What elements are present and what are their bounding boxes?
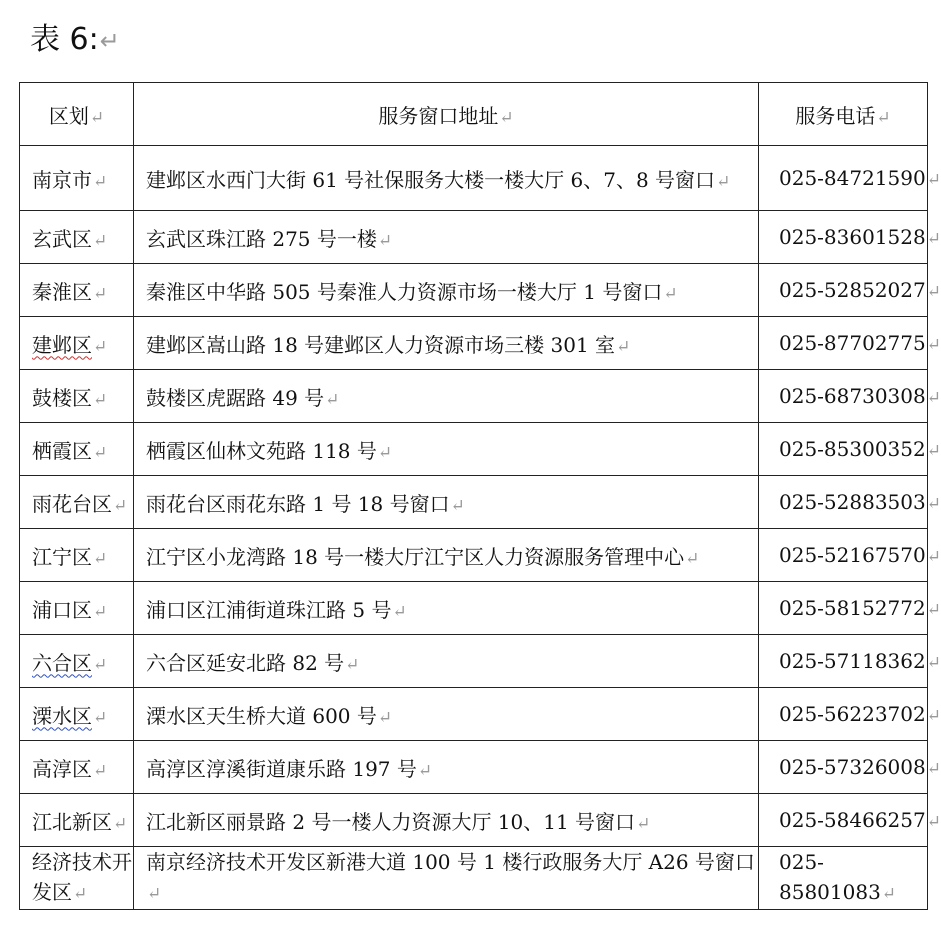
address-cell — [134, 146, 759, 211]
address-text: 建邺区水西门大街 61 号社保服务大楼一楼大厅 6、7、8 号窗口 — [146, 167, 716, 192]
district-text: 浦口区 — [32, 597, 92, 622]
address-text: 高淳区淳溪街道康乐路 197 号 — [146, 756, 417, 781]
district-cell — [20, 146, 134, 211]
phone-cell — [759, 146, 941, 211]
table-header-row — [20, 83, 928, 146]
address-text: 鼓楼区虎踞路 49 号 — [146, 385, 325, 410]
header-district: 区划↵ — [20, 83, 134, 146]
paragraph-mark-icon: ↵ — [926, 441, 941, 461]
phone-text: 025-52852027 — [779, 278, 926, 302]
paragraph-mark-icon: ↵ — [499, 107, 514, 128]
paragraph-mark-icon: ↵ — [89, 107, 105, 128]
paragraph-mark-icon: ↵ — [663, 283, 678, 304]
district-cell — [20, 211, 134, 264]
service-window-table — [19, 82, 941, 910]
address-text: 建邺区嵩山路 18 号建邺区人力资源市场三楼 301 室 — [146, 332, 616, 357]
paragraph-mark-icon: ↵ — [392, 601, 407, 622]
phone-cell — [759, 370, 941, 423]
address-cell — [134, 317, 759, 370]
paragraph-mark-icon: ↵ — [73, 884, 88, 904]
paragraph-mark-icon: ↵ — [926, 388, 941, 408]
district-cell — [20, 741, 134, 794]
paragraph-mark-icon: ↵ — [113, 813, 128, 834]
address-text: 玄武区珠江路 275 号一楼 — [146, 226, 377, 251]
address-text: 浦口区江浦街道珠江路 5 号 — [146, 597, 392, 622]
district-text: 江宁区 — [32, 544, 92, 569]
paragraph-mark-icon: ↵ — [926, 600, 941, 620]
district-cell — [20, 264, 134, 317]
address-cell — [134, 476, 759, 529]
address-cell — [134, 423, 759, 476]
district-text: 鼓楼区 — [32, 385, 92, 410]
address-text: 江宁区小龙湾路 18 号一楼大厅江宁区人力资源服务管理中心 — [146, 544, 685, 569]
district-cell — [20, 476, 134, 529]
table-row — [20, 211, 928, 264]
table-row — [20, 688, 928, 741]
paragraph-mark-icon: ↵ — [93, 760, 108, 781]
paragraph-mark-icon: ↵ — [716, 171, 731, 192]
table-row — [20, 317, 928, 370]
table-row — [20, 529, 928, 582]
table-row — [20, 370, 928, 423]
header-address: 服务窗口地址↵ — [134, 83, 759, 146]
address-text: 秦淮区中华路 505 号秦淮人力资源市场一楼大厅 1 号窗口 — [146, 279, 663, 304]
phone-text: 025-58466257 — [779, 808, 926, 832]
district-cell — [20, 582, 134, 635]
address-cell — [134, 741, 759, 794]
district-text: 溧水区 — [32, 703, 92, 728]
address-cell — [134, 370, 759, 423]
district-cell — [20, 794, 134, 847]
paragraph-mark-icon: ↵ — [345, 654, 360, 675]
phone-text: 025-52883503 — [779, 490, 926, 514]
paragraph-mark-icon: ↵ — [93, 442, 108, 463]
table-caption — [30, 18, 120, 63]
header-phone: 服务电话↵ — [759, 83, 928, 146]
paragraph-mark-icon: ↵ — [926, 547, 941, 567]
paragraph-mark-icon: ↵ — [926, 494, 941, 514]
paragraph-mark-icon: ↵ — [377, 230, 393, 251]
phone-text: 025-83601528 — [779, 225, 926, 249]
paragraph-mark-icon: ↵ — [325, 389, 340, 410]
paragraph-mark-icon: ↵ — [93, 601, 108, 622]
paragraph-mark-icon: ↵ — [93, 389, 108, 410]
phone-text: 025-56223702 — [779, 702, 926, 726]
paragraph-mark-icon: ↵ — [881, 884, 897, 904]
table-row — [20, 582, 928, 635]
paragraph-mark-icon: ↵ — [926, 229, 941, 249]
table-row — [20, 264, 928, 317]
address-cell — [134, 847, 759, 910]
phone-cell — [759, 264, 941, 317]
paragraph-mark-icon: ↵ — [99, 27, 120, 55]
phone-text: 025-57118362 — [779, 649, 926, 673]
paragraph-mark-icon: ↵ — [926, 170, 941, 190]
paragraph-mark-icon: ↵ — [93, 283, 108, 304]
phone-cell — [759, 794, 941, 847]
phone-text: 025-57326008 — [779, 755, 926, 779]
paragraph-mark-icon: ↵ — [926, 812, 941, 832]
district-text: 玄武区 — [32, 226, 92, 251]
paragraph-mark-icon: ↵ — [377, 442, 393, 463]
district-cell — [20, 847, 134, 910]
district-cell — [20, 317, 134, 370]
paragraph-mark-icon: ↵ — [926, 335, 941, 355]
paragraph-mark-icon: ↵ — [93, 654, 108, 675]
phone-text: 025-58152772 — [779, 596, 926, 620]
district-cell — [20, 529, 134, 582]
paragraph-mark-icon: ↵ — [93, 548, 108, 569]
phone-text: 025-85300352 — [779, 437, 926, 461]
paragraph-mark-icon: ↵ — [926, 282, 941, 302]
address-cell — [134, 794, 759, 847]
paragraph-mark-icon: ↵ — [926, 706, 941, 726]
district-text: 建邺区 — [32, 332, 92, 357]
phone-cell — [759, 317, 941, 370]
phone-cell — [759, 423, 941, 476]
table-row — [20, 635, 928, 688]
district-text: 高淳区 — [32, 756, 92, 781]
table-row — [20, 794, 928, 847]
address-text: 六合区延安北路 82 号 — [146, 650, 345, 675]
table-row — [20, 847, 928, 910]
district-cell — [20, 635, 134, 688]
phone-cell — [759, 688, 941, 741]
district-text: 江北新区 — [32, 809, 112, 834]
district-cell — [20, 688, 134, 741]
paragraph-mark-icon: ↵ — [417, 760, 433, 781]
address-cell — [134, 582, 759, 635]
address-cell — [134, 264, 759, 317]
paragraph-mark-icon: ↵ — [377, 707, 393, 728]
district-text: 栖霞区 — [32, 438, 92, 463]
phone-text: 025-68730308 — [779, 384, 926, 408]
paragraph-mark-icon: ↵ — [926, 759, 941, 779]
address-cell — [134, 688, 759, 741]
table-row — [20, 146, 928, 211]
phone-cell — [759, 635, 941, 688]
phone-cell — [759, 582, 941, 635]
phone-text: 025-85801083 — [779, 850, 881, 904]
paragraph-mark-icon: ↵ — [147, 884, 162, 904]
address-cell — [134, 211, 759, 264]
phone-cell — [759, 741, 941, 794]
address-cell — [134, 635, 759, 688]
phone-cell — [759, 529, 941, 582]
paragraph-mark-icon: ↵ — [636, 813, 651, 834]
paragraph-mark-icon: ↵ — [616, 336, 631, 357]
address-text: 江北新区丽景路 2 号一楼人力资源大厅 10、11 号窗口 — [146, 809, 636, 834]
district-text: 南京市 — [32, 167, 92, 192]
table-row — [20, 476, 928, 529]
caption-text: 表 6: — [30, 22, 99, 57]
table-row — [20, 741, 928, 794]
paragraph-mark-icon: ↵ — [93, 171, 108, 192]
phone-cell — [759, 476, 941, 529]
district-cell — [20, 370, 134, 423]
address-text: 栖霞区仙林文苑路 118 号 — [146, 438, 377, 463]
paragraph-mark-icon: ↵ — [93, 336, 108, 357]
phone-text: 025-52167570 — [779, 543, 926, 567]
paragraph-mark-icon: ↵ — [93, 230, 108, 251]
paragraph-mark-icon: ↵ — [93, 707, 108, 728]
phone-text: 025-87702775 — [779, 331, 926, 355]
district-text: 六合区 — [32, 650, 92, 675]
district-cell — [20, 423, 134, 476]
table-row — [20, 423, 928, 476]
paragraph-mark-icon: ↵ — [450, 495, 465, 516]
address-text: 南京经济技术开发区新港大道 100 号 1 楼行政服务大厅 A26 号窗口 — [146, 850, 755, 874]
paragraph-mark-icon: ↵ — [926, 653, 941, 673]
phone-text: 025-84721590 — [779, 166, 926, 190]
phone-cell — [759, 211, 941, 264]
district-text: 秦淮区 — [32, 279, 92, 304]
paragraph-mark-icon: ↵ — [685, 548, 700, 569]
paragraph-mark-icon: ↵ — [113, 495, 128, 516]
paragraph-mark-icon: ↵ — [876, 107, 891, 128]
district-text: 经济技术开发区 — [32, 850, 132, 904]
district-text: 雨花台区 — [32, 491, 112, 516]
address-text: 雨花台区雨花东路 1 号 18 号窗口 — [146, 491, 450, 516]
phone-cell — [759, 847, 928, 910]
address-text: 溧水区天生桥大道 600 号 — [146, 703, 377, 728]
address-cell — [134, 529, 759, 582]
